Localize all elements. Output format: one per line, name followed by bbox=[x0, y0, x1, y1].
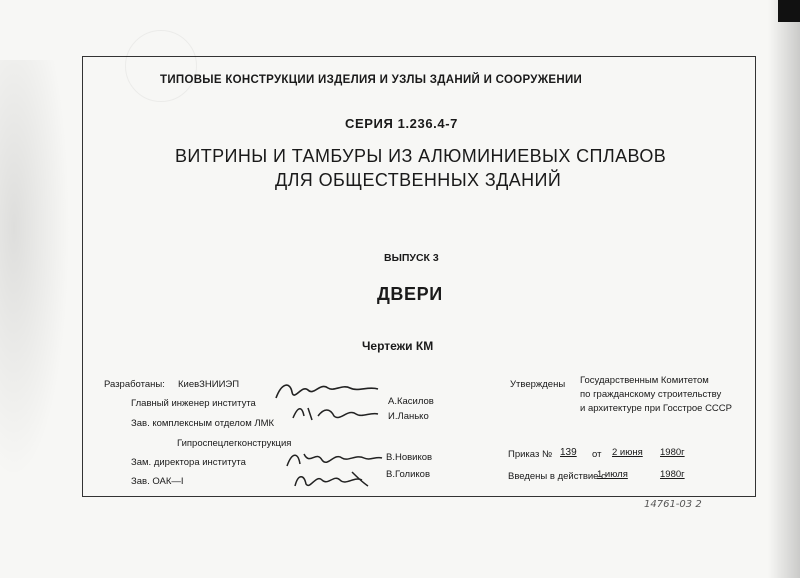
developer-role-2: Зав. комплексным отделом ЛМК bbox=[131, 418, 275, 429]
signature-kasilov bbox=[272, 378, 382, 404]
approval-line-1: Государственным Комитетом bbox=[580, 375, 709, 386]
developer-role-3: Зам. директора института bbox=[131, 457, 246, 468]
order-date-prefix: от bbox=[592, 449, 602, 460]
signature-golikov bbox=[292, 468, 372, 492]
order-number: 139 bbox=[560, 447, 577, 458]
order-date: 2 июня bbox=[612, 447, 643, 458]
title-line-2: ДЛЯ ОБЩЕСТВЕННЫХ ЗДАНИЙ bbox=[275, 170, 562, 190]
title-line-1: ВИТРИНЫ И ТАМБУРЫ ИЗ АЛЮМИНИЕВЫХ СПЛАВОВ bbox=[175, 146, 667, 166]
developer-role-1: Главный инженер института bbox=[131, 398, 256, 409]
developer-role-4: Зав. ОАК—I bbox=[131, 476, 184, 487]
issue-label: ВЫПУСК 3 bbox=[384, 252, 439, 264]
document-subtitle: ДВЕРИ bbox=[377, 284, 443, 304]
series-number: СЕРИЯ 1.236.4-7 bbox=[345, 116, 458, 131]
document-header: ТИПОВЫЕ КОНСТРУКЦИИ ИЗДЕЛИЯ И УЗЛЫ ЗДАНИЙ И СООРУЖЕНИИ bbox=[160, 74, 583, 86]
approval-label: Утверждены bbox=[510, 379, 566, 390]
developer-name-1: А.Касилов bbox=[388, 396, 434, 407]
approval-line-2: по гражданскому строительству bbox=[580, 389, 722, 400]
developer-name-4: В.Голиков bbox=[386, 469, 431, 480]
handwritten-archive-number: 14761-03 2 bbox=[644, 499, 702, 510]
approval-line-3: и архитектуре при Госстрое СССР bbox=[580, 403, 732, 414]
signature-lanko bbox=[290, 402, 380, 424]
scan-shadow-right bbox=[760, 0, 800, 578]
developer-org-2: Гипроспецлегконструкция bbox=[177, 438, 292, 449]
effective-date: 1 июля bbox=[597, 469, 628, 480]
effective-year: 1980г bbox=[660, 469, 685, 480]
effective-label: Введены в действие с bbox=[508, 471, 606, 482]
developer-org-1: КиевЗНИИЭП bbox=[178, 379, 240, 390]
order-label: Приказ № bbox=[508, 449, 553, 460]
developer-name-3: В.Новиков bbox=[386, 452, 433, 463]
scan-shadow-left bbox=[0, 60, 70, 480]
developers-label: Разработаны: bbox=[104, 379, 165, 390]
drawings-label: Чертежи КМ bbox=[362, 339, 434, 353]
faint-stamp bbox=[125, 30, 197, 102]
developer-name-2: И.Ланько bbox=[388, 411, 429, 422]
scan-corner bbox=[778, 0, 800, 22]
order-year: 1980г bbox=[660, 447, 685, 458]
